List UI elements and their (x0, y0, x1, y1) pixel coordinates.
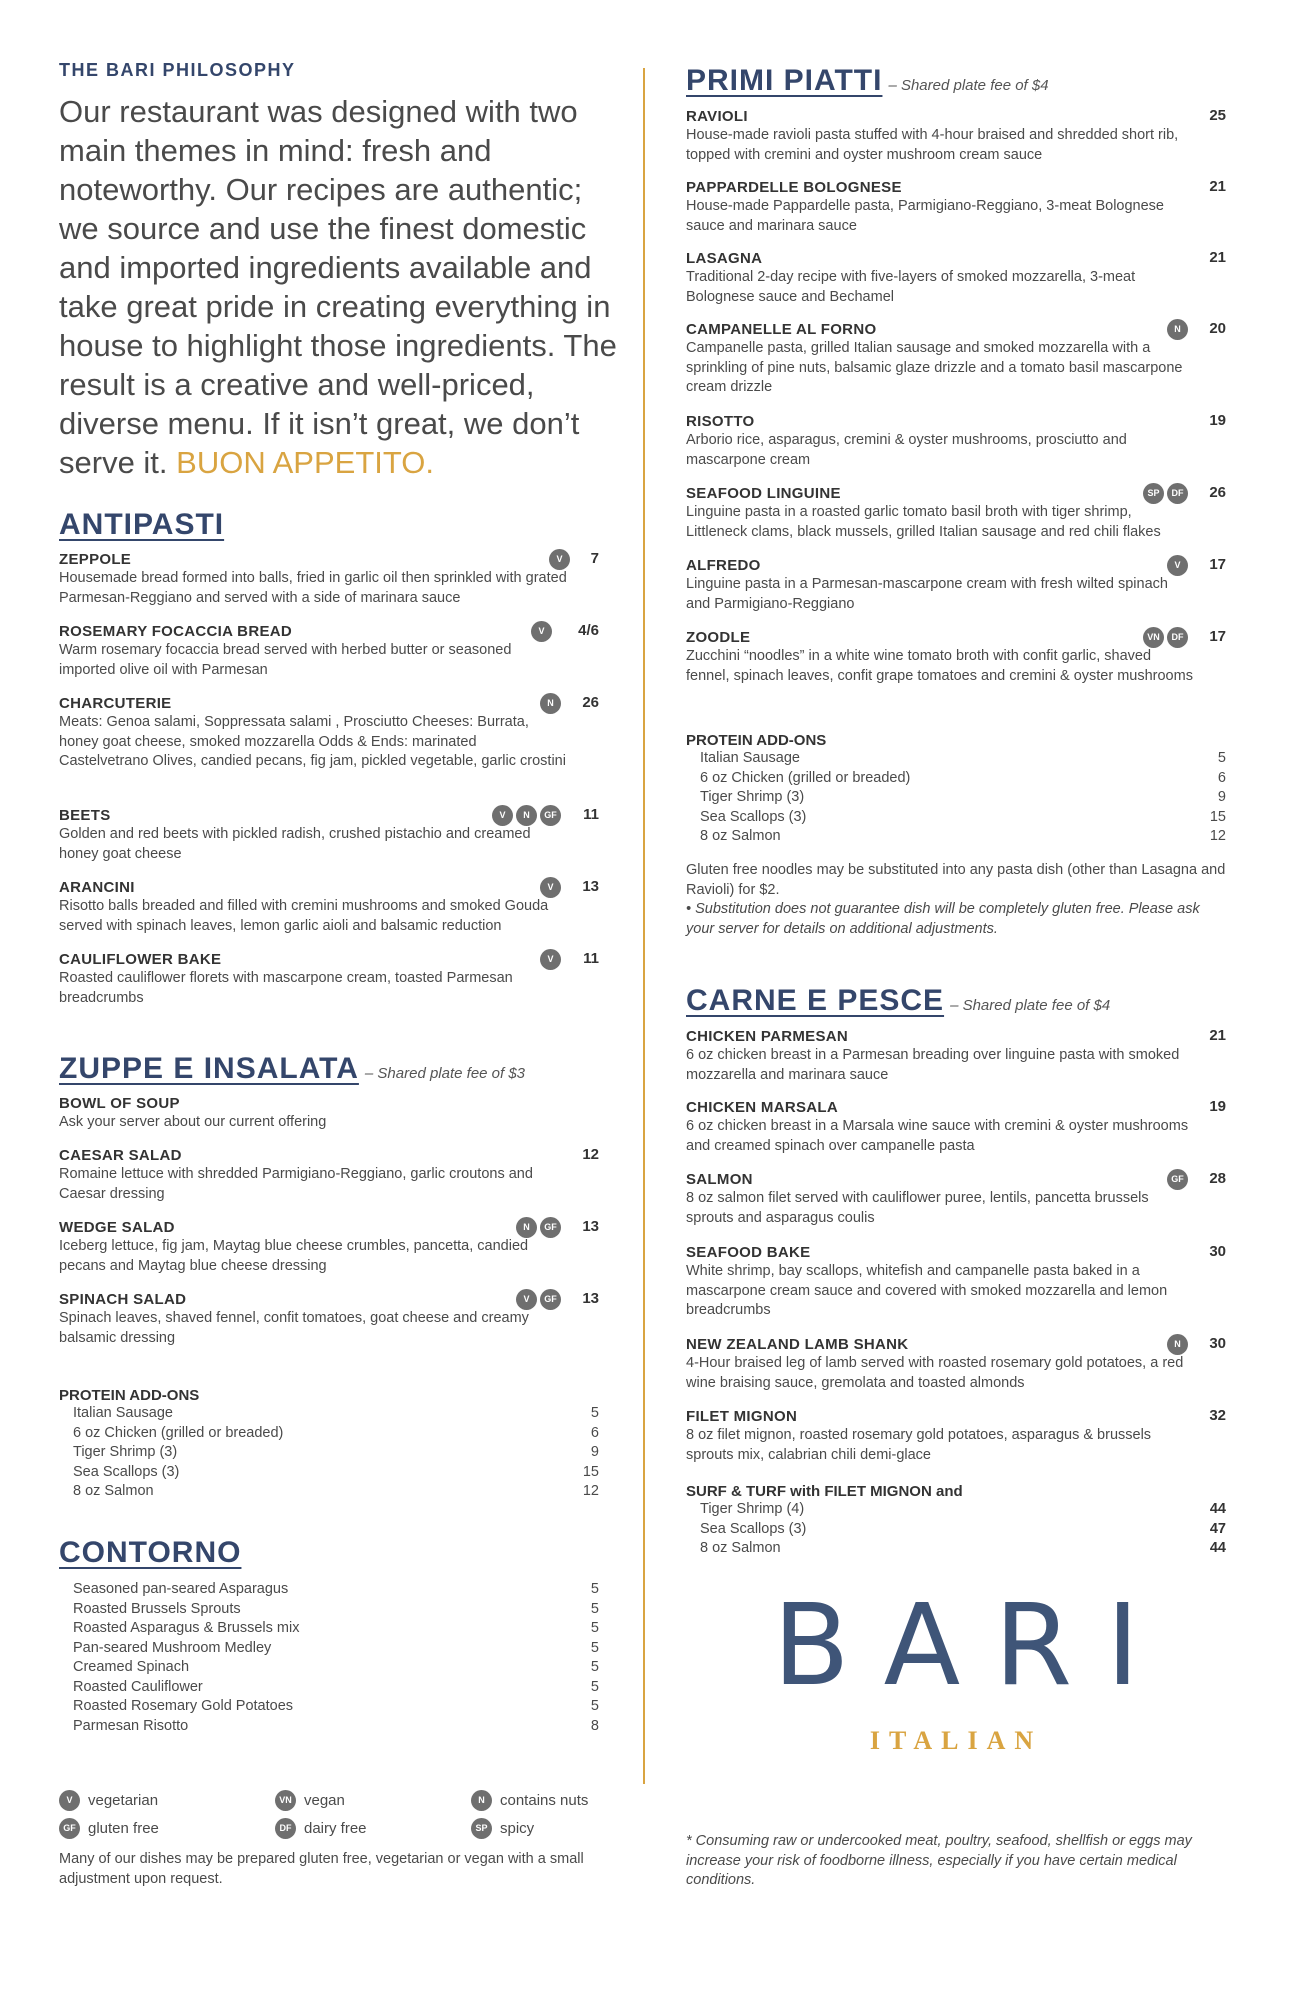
column-divider (643, 68, 645, 1784)
zuppe-protein-addons (59, 1386, 599, 1503)
legend-label: vegetarian (88, 1792, 159, 1809)
antipasti-title: ANTIPASTI (59, 508, 225, 541)
dietary-badges (1167, 319, 1188, 340)
dietary-badge-icon: N (540, 693, 561, 714)
dietary-badge-icon: DF (1167, 627, 1188, 648)
item-description: Housemade bread formed into balls, fried in garlic oil then sprinkled with grated Parmesan-Reggiano and served with a side of marinara sauce (59, 570, 567, 606)
item-price: 26 (582, 694, 599, 711)
list-item (686, 1521, 1226, 1541)
legend-label: vegan (304, 1792, 345, 1809)
carne-fee-note: – Shared plate fee of $4 (950, 997, 1111, 1014)
item-name: CAULIFLOWER BAKE (59, 951, 222, 968)
philosophy-text: Our restaurant was designed with two main themes in mind: fresh and noteworthy. Our recipes are authentic; we source and use the finest domestic and imported ingredients available and take great pride in creating everything in house to highlight those ingredients. The result is a creative and well-priced, diverse menu. If it isn’t great, we don’t serve it. (59, 94, 617, 480)
item-description: Linguine pasta in a roasted garlic tomato basil broth with tiger shrimp, Littleneck clams, black mussels, grilled Italian sausage and red chili flakes (686, 504, 1161, 540)
item-name: RISOTTO (686, 413, 755, 430)
menu-item (686, 178, 1226, 236)
item-price: 30 (1209, 1243, 1226, 1260)
list-item-name: Roasted Rosemary Gold Potatoes (73, 1698, 294, 1714)
surf-and-turf (686, 1482, 1226, 1560)
item-description: Arborio rice, asparagus, cremini & oyster mushrooms, prosciutto and mascarpone cream (686, 432, 1127, 468)
primi-title (686, 64, 1049, 98)
list-item-name: Pan-seared Mushroom Medley (73, 1639, 272, 1656)
item-price: 19 (1209, 412, 1226, 429)
philosophy-accent: BUON APPETITO. (176, 445, 434, 480)
dietary-badges (1167, 1169, 1188, 1190)
item-name: BOWL OF SOUP (59, 1095, 180, 1112)
item-description: Romaine lettuce with shredded Parmigiano-Reggiano, garlic croutons and Caesar dressing (59, 1166, 533, 1202)
dietary-badges (540, 877, 561, 898)
gluten-free-note-italic: • Substitution does not guarantee dish will be completely gluten free. Please ask your server for details on additional adjustments. (686, 901, 1200, 937)
list-heading: PROTEIN ADD-ONS (59, 1387, 200, 1404)
item-description: White shrimp, bay scallops, whitefish and campanelle pasta baked in a mascarpone cream sauce and covered with smoked mozzarella and lemon breadcrumbs (686, 1263, 1168, 1318)
list-item (59, 1718, 599, 1738)
dietary-badge-icon: N (516, 1217, 537, 1238)
item-name: FILET MIGNON (686, 1408, 798, 1425)
item-price: 17 (1209, 628, 1226, 645)
philosophy-heading: THE BARI PHILOSOPHY (59, 60, 296, 80)
list-item (59, 1679, 599, 1699)
item-name: SALMON (686, 1171, 753, 1188)
zuppe-title-text: ZUPPE E INSALATA (59, 1052, 359, 1085)
list-item-price: 12 (582, 1483, 599, 1499)
logo-wordmark: BARI (772, 1581, 1174, 1711)
list-item (686, 750, 1226, 770)
list-item (59, 1483, 599, 1503)
zuppe-title (59, 1052, 525, 1086)
item-price: 26 (1209, 484, 1226, 501)
menu-item (59, 694, 599, 772)
dietary-badges (492, 805, 561, 826)
list-item (59, 1659, 599, 1679)
list-item-price: 5 (590, 1581, 599, 1597)
menu-item (59, 806, 599, 864)
list-item-name: 6 oz Chicken (grilled or breaded) (73, 1424, 284, 1441)
menu-item (686, 1170, 1226, 1228)
list-item-price: 9 (1217, 789, 1226, 805)
list-item-name: 6 oz Chicken (grilled or breaded) (700, 769, 911, 786)
item-description: House-made Pappardelle pasta, Parmigiano-Reggiano, 3-meat Bolognese sauce and marinara sauce (686, 198, 1164, 234)
item-price: 19 (1209, 1098, 1226, 1115)
menu-item (686, 628, 1226, 686)
legend-item (471, 1790, 588, 1811)
item-name: ZEPPOLE (59, 551, 132, 568)
list-item-name: Tiger Shrimp (3) (700, 789, 805, 805)
item-description: Meats: Genoa salami, Soppressata salami , Prosciutto Cheeses: Burrata, honey goat cheese, smoked mozzarella Odds & Ends: marinated Castelvetrano Olives, candied pecans, fig jam, pickled vegetable, garlic crostini (59, 714, 566, 769)
legend-note: Many of our dishes may be prepared gluten free, vegetarian or vegan with a small adjustment upon request. (59, 1851, 584, 1887)
menu-item (686, 1027, 1226, 1085)
item-name: LASAGNA (686, 250, 763, 267)
list-item-price: 15 (1209, 808, 1226, 825)
carne-title (686, 984, 1110, 1018)
list-item-name: Roasted Asparagus & Brussels mix (73, 1620, 300, 1636)
item-name: RAVIOLI (686, 108, 748, 125)
contorno-title: CONTORNO (59, 1536, 242, 1569)
menu-item (686, 1243, 1226, 1321)
list-item-name: 8 oz Salmon (700, 1540, 781, 1556)
dietary-badges (1167, 555, 1188, 576)
item-description: Risotto balls breaded and filled with cremini mushrooms and smoked Gouda served with spinach leaves, lemon garlic aioli and balsamic reduction (59, 898, 549, 934)
carne-title-text: CARNE E PESCE (686, 984, 945, 1017)
dietary-badges (549, 549, 570, 570)
item-name: ALFREDO (686, 557, 761, 574)
list-item-price: 5 (590, 1405, 599, 1421)
list-item-price: 8 (590, 1717, 599, 1734)
item-description: Ask your server about our current offering (59, 1114, 327, 1130)
item-name: SEAFOOD LINGUINE (686, 485, 841, 502)
legend-item (275, 1818, 367, 1839)
dietary-badge-icon: GF (59, 1818, 80, 1839)
item-description: Linguine pasta in a Parmesan-mascarpone cream with fresh wilted spinach and Parmigiano-Reggiano (686, 576, 1168, 612)
item-price: 11 (583, 950, 599, 967)
item-price: 11 (583, 806, 599, 823)
menu-item (686, 107, 1226, 165)
list-item (686, 789, 1226, 809)
dietary-badges (540, 949, 561, 970)
dietary-badge-icon: GF (540, 805, 561, 826)
list-item-name: 8 oz Salmon (73, 1483, 154, 1499)
list-item-price: 5 (590, 1698, 599, 1714)
legend-label: contains nuts (500, 1792, 589, 1809)
item-name: CHICKEN MARSALA (686, 1099, 838, 1116)
list-item-name: Seasoned pan-seared Asparagus (73, 1581, 289, 1597)
dietary-badge-icon: V (59, 1790, 80, 1811)
list-heading: SURF & TURF with FILET MIGNON and (686, 1483, 963, 1500)
dietary-badge-icon: N (1167, 319, 1188, 340)
menu-item (686, 1335, 1226, 1393)
contorno-list (59, 1581, 599, 1737)
item-description: Campanelle pasta, grilled Italian sausage and smoked mozzarella with a sprinkling of pine nuts, balsamic glaze drizzle and a tomato basil mascarpone cream drizzle (686, 340, 1183, 395)
item-price: 30 (1209, 1335, 1226, 1352)
menu-item (59, 1094, 599, 1133)
item-description: 8 oz salmon filet served with cauliflower puree, lentils, pancetta brussels sprouts and asparagus coulis (686, 1190, 1149, 1226)
list-item-price: 15 (582, 1463, 599, 1480)
item-description: 4-Hour braised leg of lamb served with roasted rosemary gold potatoes, a red wine braising sauce, gremolata and toasted almonds (686, 1355, 1184, 1391)
list-heading: PROTEIN ADD-ONS (686, 732, 827, 749)
item-name: PAPPARDELLE BOLOGNESE (686, 179, 902, 196)
list-item-name: Tiger Shrimp (4) (700, 1501, 805, 1517)
dietary-badges (540, 693, 561, 714)
item-name: ROSEMARY FOCACCIA BREAD (59, 623, 293, 640)
dietary-badge-icon: VN (275, 1790, 296, 1811)
list-item-name: Roasted Brussels Sprouts (73, 1600, 241, 1617)
item-name: SEAFOOD BAKE (686, 1244, 811, 1261)
item-price: 21 (1209, 1027, 1226, 1044)
list-item-name: Tiger Shrimp (3) (73, 1444, 178, 1460)
dietary-badge-icon: N (471, 1790, 492, 1811)
item-name: CAMPANELLE AL FORNO (686, 321, 877, 338)
item-price: 32 (1209, 1407, 1226, 1424)
gluten-free-note-text: Gluten free noodles may be substituted into any pasta dish (other than Lasagna and Ravioli) for $2. (686, 862, 1226, 898)
legend-item (59, 1790, 158, 1811)
dietary-badge-icon: DF (1167, 483, 1188, 504)
legend-item (471, 1818, 534, 1839)
list-item-price: 44 (1209, 1501, 1226, 1517)
list-item-price: 5 (590, 1678, 599, 1695)
dietary-badge-icon: V (540, 877, 561, 898)
menu-item (59, 1290, 599, 1348)
item-description: Iceberg lettuce, fig jam, Maytag blue cheese crumbles, pancetta, candied pecans and Maytag blue cheese dressing (59, 1238, 529, 1274)
item-name: SPINACH SALAD (59, 1291, 187, 1308)
item-price: 20 (1209, 320, 1226, 337)
dietary-badge-icon: SP (1143, 483, 1164, 504)
dietary-badge-icon: GF (540, 1289, 561, 1310)
menu-item (686, 249, 1226, 307)
list-item-price: 5 (1217, 750, 1226, 766)
dietary-badge-icon: DF (275, 1818, 296, 1839)
list-item-price: 44 (1209, 1540, 1226, 1556)
item-price: 13 (582, 1218, 599, 1235)
menu-item (59, 550, 599, 608)
list-item-price: 5 (590, 1639, 599, 1656)
list-item-price: 5 (590, 1620, 599, 1636)
legend-label: dairy free (304, 1820, 367, 1837)
list-item-price: 12 (1209, 828, 1226, 844)
menu-item (686, 484, 1226, 542)
menu-item (59, 878, 599, 936)
logo-subtitle: ITALIAN (869, 1726, 1043, 1755)
item-description: 8 oz filet mignon, roasted rosemary gold potatoes, asparagus & brussels sprouts mix, calabrian chili demi-glace (686, 1427, 1152, 1463)
list-item (686, 1501, 1226, 1521)
legend-label: gluten free (88, 1820, 159, 1837)
list-item-name: Roasted Cauliflower (73, 1678, 203, 1695)
item-description: Warm rosemary focaccia bread served with herbed butter or seasoned imported olive oil with Parmesan (59, 642, 512, 678)
item-description: Spinach leaves, shaved fennel, confit tomatoes, goat cheese and creamy balsamic dressing (59, 1310, 529, 1346)
item-description: Traditional 2-day recipe with five-layers of smoked mozzarella, 3-meat Bolognese sauce and Bechamel (686, 269, 1136, 305)
list-item (59, 1405, 599, 1425)
list-item (59, 1425, 599, 1445)
item-name: ZOODLE (686, 629, 751, 646)
dietary-badge-icon: N (516, 805, 537, 826)
dietary-badges (1143, 627, 1188, 648)
primi-fee-note: – Shared plate fee of $4 (888, 77, 1049, 94)
list-item-price: 47 (1209, 1520, 1226, 1537)
bari-logo (686, 1581, 1226, 1756)
dietary-badges (516, 1289, 561, 1310)
item-description: Zucchini “noodles” in a white wine tomato broth with confit garlic, shaved fennel, spinach leaves, confit grape tomatoes and cremini & oyster mushrooms (686, 648, 1193, 684)
list-item (59, 1444, 599, 1464)
list-item-name: Italian Sausage (700, 750, 800, 766)
list-item (686, 770, 1226, 790)
legend-item (59, 1818, 159, 1839)
dietary-badges (1143, 483, 1188, 504)
item-description: 6 oz chicken breast in a Parmesan breading over linguine pasta with smoked mozzarella and marinara sauce (686, 1047, 1180, 1083)
dietary-badge-icon: V (516, 1289, 537, 1310)
item-price: 21 (1209, 178, 1226, 195)
menu-item (59, 1146, 599, 1204)
list-item-name: Italian Sausage (73, 1405, 173, 1421)
menu-item (686, 556, 1226, 614)
dietary-badge-icon: V (1167, 555, 1188, 576)
list-item-price: 6 (1217, 769, 1226, 786)
menu-item (686, 1407, 1226, 1465)
dietary-badges (531, 621, 552, 642)
item-price: 21 (1209, 249, 1226, 266)
menu-item (686, 1098, 1226, 1156)
list-item-price: 9 (590, 1444, 599, 1460)
dietary-badges (516, 1217, 561, 1238)
food-safety-disclaimer: * Consuming raw or undercooked meat, poultry, seafood, shellfish or eggs may increase your risk of foodborne illness, especially if you have certain medical conditions. (686, 1833, 1192, 1888)
list-item-name: Creamed Spinach (73, 1659, 190, 1675)
item-name: NEW ZEALAND LAMB SHANK (686, 1336, 909, 1353)
list-item-price: 5 (590, 1659, 599, 1675)
list-item-name: Sea Scallops (3) (700, 808, 807, 825)
item-name: CAESAR SALAD (59, 1147, 182, 1164)
gluten-free-note (686, 861, 1226, 939)
list-item-name: Sea Scallops (3) (700, 1520, 807, 1537)
primi-protein-addons (686, 731, 1226, 848)
item-price: 7 (590, 550, 599, 567)
item-description: Golden and red beets with pickled radish, crushed pistachio and creamed honey goat cheese (59, 826, 531, 862)
dietary-badge-icon: V (540, 949, 561, 970)
dietary-badge-icon: V (531, 621, 552, 642)
dietary-badge-icon: V (492, 805, 513, 826)
list-item-price: 5 (590, 1600, 599, 1617)
item-price: 13 (582, 1290, 599, 1307)
list-item (686, 1540, 1226, 1560)
list-item (59, 1464, 599, 1484)
list-item-price: 6 (590, 1424, 599, 1441)
list-item-name: 8 oz Salmon (700, 828, 781, 844)
item-price: 28 (1209, 1170, 1226, 1187)
menu-item (59, 622, 599, 680)
list-item (59, 1640, 599, 1660)
item-name: BEETS (59, 807, 111, 824)
list-item-name: Parmesan Risotto (73, 1717, 189, 1734)
dietary-badge-icon: N (1167, 1334, 1188, 1355)
legend-item (275, 1790, 345, 1811)
item-description: 6 oz chicken breast in a Marsala wine sauce with cremini & oyster mushrooms and creamed spinach over campanelle pasta (686, 1118, 1189, 1154)
menu-item (59, 1218, 599, 1276)
list-item (59, 1581, 599, 1601)
dietary-badges (1167, 1334, 1188, 1355)
dietary-badge-icon: SP (471, 1818, 492, 1839)
menu-item (59, 950, 599, 1008)
item-price: 25 (1209, 107, 1226, 124)
legend-label: spicy (500, 1820, 535, 1837)
item-description: Roasted cauliflower florets with mascarpone cream, toasted Parmesan breadcrumbs (59, 970, 513, 1006)
item-price: 12 (582, 1146, 599, 1163)
philosophy-body (59, 92, 619, 482)
item-name: WEDGE SALAD (59, 1219, 175, 1236)
menu-item (686, 320, 1226, 398)
item-name: CHARCUTERIE (59, 695, 172, 712)
list-item (686, 809, 1226, 829)
list-item (59, 1601, 599, 1621)
dietary-badge-icon: V (549, 549, 570, 570)
menu-item (686, 412, 1226, 470)
item-price: 4/6 (578, 622, 599, 639)
list-item (59, 1698, 599, 1718)
list-item-name: Sea Scallops (3) (73, 1463, 180, 1480)
item-name: ARANCINI (59, 879, 135, 896)
list-item (59, 1620, 599, 1640)
primi-title-text: PRIMI PIATTI (686, 64, 883, 97)
dietary-badge-icon: GF (1167, 1169, 1188, 1190)
item-price: 17 (1209, 556, 1226, 573)
dietary-badge-icon: VN (1143, 627, 1164, 648)
list-item (686, 828, 1226, 848)
dietary-badge-icon: GF (540, 1217, 561, 1238)
item-description: House-made ravioli pasta stuffed with 4-hour braised and shredded short rib, topped with cremini and oyster mushroom cream sauce (686, 127, 1179, 163)
zuppe-fee-note: – Shared plate fee of $3 (364, 1065, 526, 1082)
item-price: 13 (582, 878, 599, 895)
item-name: CHICKEN PARMESAN (686, 1028, 849, 1045)
